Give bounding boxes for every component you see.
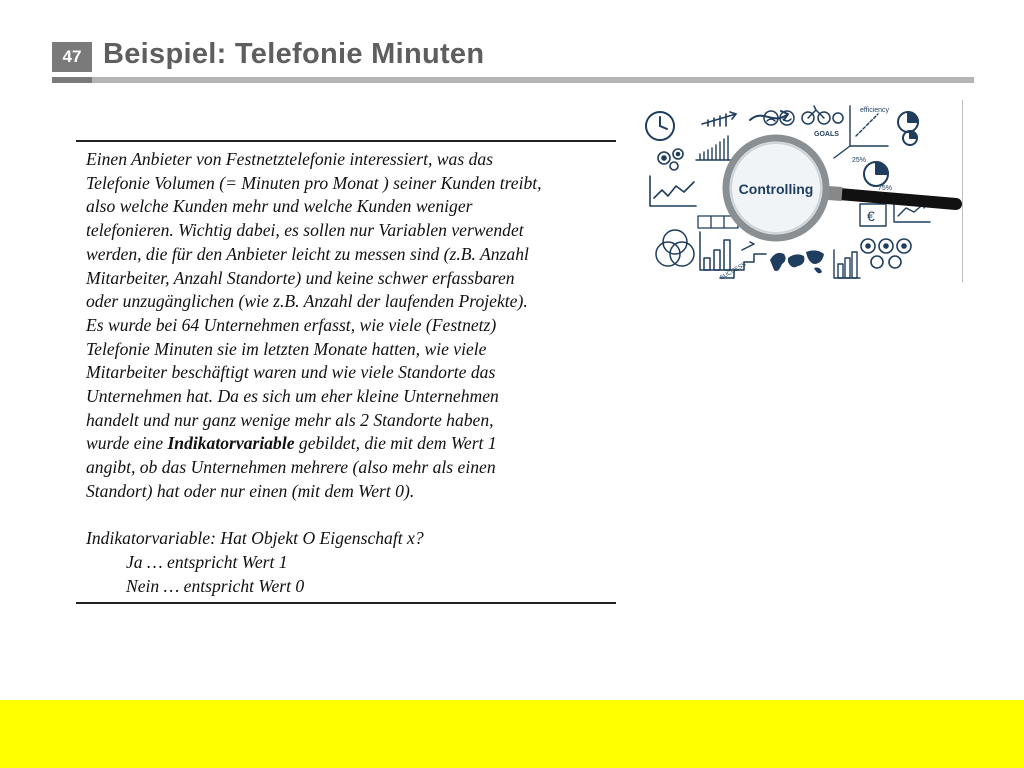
indicator-yes: Ja … entspricht Wert 1 bbox=[126, 551, 288, 572]
bold-line-suffix: gebildet, die mit dem Wert 1 bbox=[294, 433, 497, 454]
histogram-icon bbox=[834, 250, 860, 278]
controlling-illustration bbox=[638, 100, 963, 282]
percent-pie-icon bbox=[864, 162, 888, 186]
example-description bbox=[86, 148, 606, 504]
text-line: telefonieren. Wichtig dabei, es sollen nur Variablen verwendet bbox=[86, 220, 524, 241]
text-line: oder unzugänglichen (wie z.B. Anzahl der laufenden Projekte). bbox=[86, 291, 528, 312]
indicator-definition: Indikatorvariable: Hat Objekt O Eigenschaft x? bbox=[86, 528, 424, 549]
title-underline bbox=[52, 77, 974, 83]
text-line: also welche Kunden mehr und welche Kunden weniger bbox=[86, 196, 473, 217]
text-line: angibt, ob das Unternehmen mehrere (also mehr als einen bbox=[86, 457, 496, 478]
pie-chart-icon bbox=[898, 112, 918, 145]
text-line: Unternehmen hat. Da es sich um eher kleine Unternehmen bbox=[86, 386, 499, 407]
text-line: werden, die für den Anbieter leicht zu messen sind (z.B. Anzahl bbox=[86, 243, 529, 264]
slide-title: Beispiel: Telefonie Minuten bbox=[103, 38, 485, 70]
text-line: Einen Anbieter von Festnetztelefonie interessiert, was das bbox=[86, 149, 494, 169]
goals-label: GOALS bbox=[814, 131, 839, 138]
gears-right-icon bbox=[861, 239, 911, 268]
efficiency-label: efficiency bbox=[860, 107, 890, 114]
success-label: SUCCESS bbox=[719, 261, 748, 282]
footer-band bbox=[0, 700, 1024, 768]
clock-icon bbox=[646, 112, 674, 140]
controlling-illustration-svg bbox=[638, 100, 962, 282]
text-line: handelt und nur ganz wenige mehr als 2 Standorte haben, bbox=[86, 409, 494, 430]
paragraph-gap bbox=[86, 504, 606, 528]
rising-chart-icon bbox=[702, 112, 736, 126]
controlling-label: Controlling bbox=[738, 181, 814, 197]
indicator-no: Nein … entspricht Wert 0 bbox=[126, 575, 305, 596]
bold-line-prefix: wurde eine bbox=[86, 433, 168, 454]
text-line: Telefonie Volumen (= Minuten pro Monat ) seiner Kunden treibt, bbox=[86, 172, 542, 193]
title-underline-accent bbox=[52, 77, 92, 83]
world-map-icon bbox=[770, 250, 824, 273]
slide-number-badge: 47 bbox=[52, 42, 92, 72]
percent-b-label: 75% bbox=[878, 185, 893, 192]
text-line: Es wurde bei 64 Unternehmen erfasst, wie viele (Festnetz) bbox=[86, 314, 497, 335]
text-line: Standort) hat oder nur einen (mit dem Wert 0). bbox=[86, 480, 415, 501]
example-text-box bbox=[76, 140, 616, 604]
text-line: Mitarbeiter beschäftigt waren und wie viele Standorte das bbox=[86, 362, 496, 383]
gears-icon bbox=[658, 149, 683, 170]
venn-diagram-icon bbox=[656, 230, 694, 266]
text-line: Telefonie Minuten sie im letzten Monate hatten, wie viele bbox=[86, 338, 487, 359]
bar-chart-bottom-icon bbox=[700, 232, 738, 270]
percent-a-label: 25% bbox=[852, 157, 867, 164]
euro-label: € bbox=[867, 208, 875, 224]
line-chart-icon bbox=[650, 176, 696, 206]
bar-chart-icon bbox=[696, 136, 734, 160]
indicator-variable-term: Indikatorvariable bbox=[167, 433, 295, 454]
goals-bicycle-icon bbox=[802, 106, 843, 124]
text-line: Mitarbeiter, Anzahl Standorte) und keine schwer erfassbaren bbox=[86, 267, 515, 288]
text-line-with-bold bbox=[86, 432, 606, 456]
